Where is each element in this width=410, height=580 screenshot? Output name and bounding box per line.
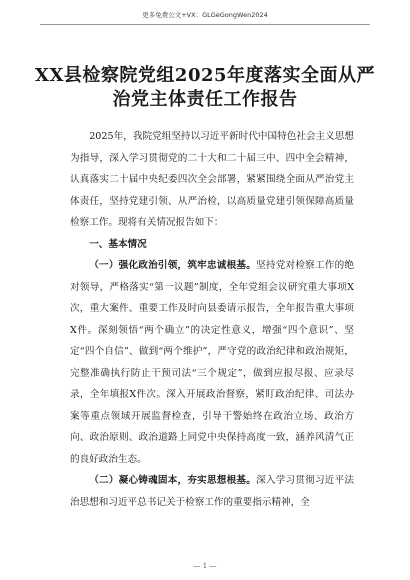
subsection-2-text: 深入学习贯彻习近平法治思想和习近平总书记关于检察工作的重要指示精神，全: [70, 475, 355, 508]
document-title: [0, 64, 410, 112]
page-number: — 1 —: [193, 562, 217, 570]
title-line-1: XX县检察院党组2025年度落实全面从严: [34, 65, 376, 86]
subsection-1: [70, 255, 354, 470]
header-divider: [40, 24, 370, 25]
document-body: [70, 126, 354, 513]
intro-paragraph: 2025年，我院党组坚持以习近平新时代中国特色社会主义思想为指导，深入学习贯彻党的二十大和二十届三中、四中全会精神，认真落实二十届中央纪委四次全会部署，紧紧围绕全面从严治党主体责任，坚持党建引领、从严治检，以高质量党建引领保障高质量检察工作。现将有关情况报告如下：: [70, 131, 354, 228]
subsection-2: [70, 470, 354, 513]
subsection-2-heading: （二）凝心铸魂固本，夯实思想根基。: [89, 475, 257, 486]
subsection-1-heading: （一）强化政治引领，筑牢忠诚根基。: [89, 260, 257, 271]
subsection-1-text: 坚持党对检察工作的绝对领导，严格落实“第一议题”制度，全年党组会议研究重大事项X次，重大案件、重要工作及时向县委请示报告，全年报告重大事项X件。深刻领悟“两个确立”的决定性意义，增强“四个意识”、坚定“四个自信”、做到“两个维护”，严守党的政治纪律和政治规矩，完整准确执行防止干预司法“三个规定”，做到应报尽报、应录尽录，全年填报X件次。深入开展政治督察，紧盯政治纪律、司法办案等重点领域开展监督检查，引导干警始终在政治立场、政治方向、政治原则、政治道路上同党中央保持高度一致，涵养风清气正的良好政治生态。: [70, 260, 355, 465]
section-heading: 一、基本情况: [89, 238, 147, 250]
title-line-2: 治党主体责任工作报告: [112, 89, 298, 110]
header-note: 更多免费公文+VX：GLGeGongWen2024: [142, 11, 268, 19]
